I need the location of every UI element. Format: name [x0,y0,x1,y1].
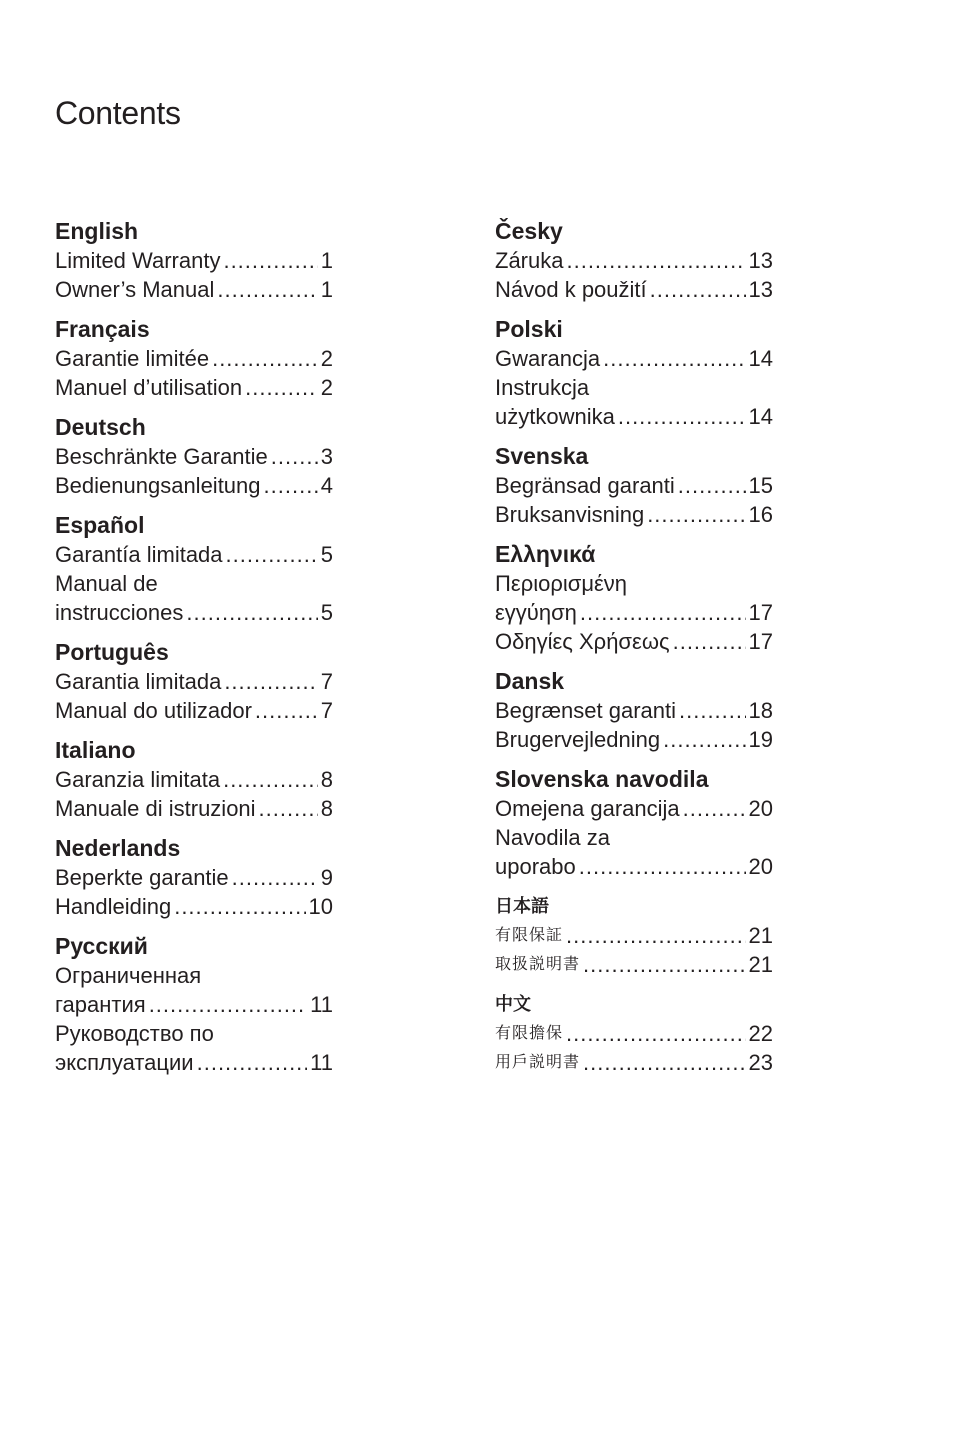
dot-leader [186,598,317,627]
toc-entry-label-line1[interactable]: Manual de [55,571,158,596]
dot-leader [650,275,746,304]
language-heading: English [55,218,139,244]
page-number: 16 [748,502,773,527]
toc-entry-label: 取扱説明書 [495,956,581,973]
page-number: 8 [320,767,333,792]
toc-entry-label: Beschränkte Garantie [55,444,268,469]
toc-entry-label: Handleiding [55,894,172,919]
language-heading: Česky [495,218,563,244]
toc-entry-warranty[interactable] [495,471,773,500]
toc-entry-label: Manual do utilizador [55,698,252,723]
toc-entry-manual[interactable] [495,725,773,754]
dot-leader [197,1048,308,1077]
toc-entry-manual[interactable] [495,500,773,529]
page-number: 17 [748,629,773,654]
dot-leader [580,598,746,627]
toc-entry-manual[interactable] [495,950,773,979]
page-number: 1 [320,277,333,302]
toc-entry-label: Bedienungsanleitung [55,473,261,498]
dot-leader [618,402,746,431]
page-number: 1 [320,248,333,273]
section-slovenska [495,765,773,881]
section-japanese [495,892,773,979]
section-deutsch [55,413,333,500]
page-title: Contents [55,95,181,132]
language-heading: Polski [495,316,563,342]
page-number: 7 [320,669,333,694]
dot-leader [212,344,318,373]
toc-entry-warranty[interactable] [55,667,333,696]
toc-entry-label: Garantía limitada [55,542,223,567]
toc-entry-label: Οδηγίες Χρήσεως [495,629,670,654]
toc-entry-manual[interactable] [495,275,773,304]
toc-entry-warranty[interactable] [55,344,333,373]
language-heading: Slovenska navodila [495,766,709,792]
dot-leader [673,627,746,656]
toc-entry-label: Begränsad garanti [495,473,675,498]
toc-entry-warranty[interactable] [55,990,333,1019]
page-number: 15 [748,473,773,498]
page-number: 21 [748,952,773,977]
page-number: 7 [320,698,333,723]
dot-leader [226,540,318,569]
page-number: 22 [748,1021,773,1046]
section-espanol [55,511,333,627]
toc-entry-label: 用戶説明書 [495,1054,581,1071]
dot-leader [679,696,746,725]
toc-entry-warranty[interactable] [495,794,773,823]
toc-entry-label-line1[interactable]: Περιορισμένη [495,571,628,596]
page-number: 20 [748,854,773,879]
toc-entry-label: Bruksanvisning [495,502,645,527]
toc-entry-label: εγγύηση [495,600,577,625]
dot-leader [647,500,745,529]
dot-leader [678,471,746,500]
toc-entry-warranty[interactable] [55,863,333,892]
section-dansk [495,667,773,754]
page-number: 11 [310,1050,333,1075]
dot-leader [583,1048,746,1077]
dot-leader [223,246,317,275]
language-heading: Svenska [495,443,589,469]
language-heading: Ελληνικά [495,541,596,567]
dot-leader [224,667,317,696]
toc-entry-label: Manuale di istruzioni [55,796,256,821]
toc-entry-warranty[interactable] [55,442,333,471]
toc-entry-warranty[interactable] [55,540,333,569]
dot-leader [217,275,317,304]
toc-entry-warranty[interactable] [495,921,773,950]
language-heading: Español [55,512,145,538]
dot-leader [259,794,318,823]
section-cesky [495,217,773,304]
dot-leader [149,990,307,1019]
language-heading: Deutsch [55,414,146,440]
page-number: 13 [748,248,773,273]
page-number: 2 [320,375,333,400]
dot-leader [579,852,746,881]
page-number: 2 [320,346,333,371]
dot-leader [566,1019,746,1048]
toc-entry-manual[interactable] [55,892,333,921]
toc-entry-manual[interactable] [495,402,773,431]
page-number: 3 [320,444,333,469]
toc-entry-warranty[interactable] [495,1019,773,1048]
toc-entry-manual[interactable] [495,627,773,656]
page-number: 11 [310,992,333,1017]
toc-entry-label: эксплуатации [55,1050,194,1075]
page-number: 9 [320,865,333,890]
page-number: 17 [748,600,773,625]
toc-entry-manual[interactable] [55,1048,333,1077]
toc-entry-manual[interactable] [55,471,333,500]
toc-entry-label-line1[interactable]: Ограниченная [55,963,202,988]
toc-entry-label: Garantie limitée [55,346,210,371]
page-number: 5 [320,542,333,567]
language-heading: Nederlands [55,835,181,861]
toc-entry-label: 有限擔保 [495,1025,564,1042]
dot-leader [683,794,746,823]
dot-leader [255,696,318,725]
language-heading: Italiano [55,737,136,763]
toc-entry-label-line1[interactable]: Instrukcja [495,375,590,400]
page-number: 5 [320,600,333,625]
page-number: 13 [748,277,773,302]
page-number: 23 [748,1050,773,1075]
toc-entry-owners-manual[interactable] [55,275,333,304]
toc-entry-label: Omejena garancija [495,796,680,821]
page-number: 4 [320,473,333,498]
page-number: 8 [320,796,333,821]
dot-leader [264,471,318,500]
toc-entry-label-line1[interactable]: Navodila za [495,825,610,850]
dot-leader [566,246,745,275]
section-francais [55,315,333,402]
toc-entry-label: Brugervejledning [495,727,661,752]
section-polski [495,315,773,431]
toc-entry-warranty[interactable] [495,246,773,275]
section-chinese [495,990,773,1077]
toc-entry-label: Gwarancja [495,346,601,371]
dot-leader [603,344,745,373]
language-heading: 中文 [495,994,531,1014]
toc-entry-manual[interactable] [495,852,773,881]
dot-leader [583,950,746,979]
toc-entry-warranty[interactable] [495,344,773,373]
toc-entry-label: Manuel d’utilisation [55,375,243,400]
section-ellinika [495,540,773,656]
dot-leader [174,892,305,921]
toc-entry-label: Owner’s Manual [55,277,215,302]
section-portugues [55,638,333,725]
page-number: 19 [748,727,773,752]
contents-column-right [495,217,773,1088]
page-number: 10 [308,894,333,919]
page-number: 20 [748,796,773,821]
section-svenska [495,442,773,529]
toc-entry-label-line1[interactable]: Руководство по [55,1021,214,1046]
page-number: 18 [748,698,773,723]
dot-leader [566,921,746,950]
toc-entry-label: instrucciones [55,600,184,625]
dot-leader [271,442,318,471]
page-number: 14 [748,346,773,371]
toc-entry-limited-warranty[interactable] [55,246,333,275]
toc-entry-warranty[interactable] [495,598,773,627]
toc-entry-manual[interactable] [55,373,333,402]
toc-entry-warranty[interactable] [55,765,333,794]
toc-entry-label: Návod k použití [495,277,647,302]
toc-entry-manual[interactable] [55,696,333,725]
toc-entry-label: Záruka [495,248,564,273]
toc-entry-label: Limited Warranty [55,248,221,273]
toc-entry-manual[interactable] [55,598,333,627]
toc-entry-label: 有限保証 [495,927,564,944]
toc-entry-manual[interactable] [55,794,333,823]
toc-entry-warranty[interactable] [495,696,773,725]
language-heading: 日本語 [495,896,549,916]
toc-entry-label: uporabo [495,854,576,879]
dot-leader [232,863,318,892]
toc-entry-label: Begrænset garanti [495,698,676,723]
section-italiano [55,736,333,823]
dot-leader [245,373,318,402]
toc-entry-label: użytkownika [495,404,615,429]
language-heading: Dansk [495,668,565,694]
language-heading: Português [55,639,169,665]
section-nederlands [55,834,333,921]
contents-column-left [55,217,333,1088]
page-number: 21 [748,923,773,948]
language-heading: Русский [55,933,148,959]
dot-leader [663,725,745,754]
toc-entry-manual[interactable] [495,1048,773,1077]
dot-leader [223,765,318,794]
toc-entry-label: Garantia limitada [55,669,222,694]
language-heading: Français [55,316,150,342]
toc-entry-label: Beperkte garantie [55,865,229,890]
page-number: 14 [748,404,773,429]
section-russkiy [55,932,333,1077]
toc-entry-label: гарантия [55,992,146,1017]
toc-entry-label: Garanzia limitata [55,767,221,792]
section-english [55,217,333,304]
